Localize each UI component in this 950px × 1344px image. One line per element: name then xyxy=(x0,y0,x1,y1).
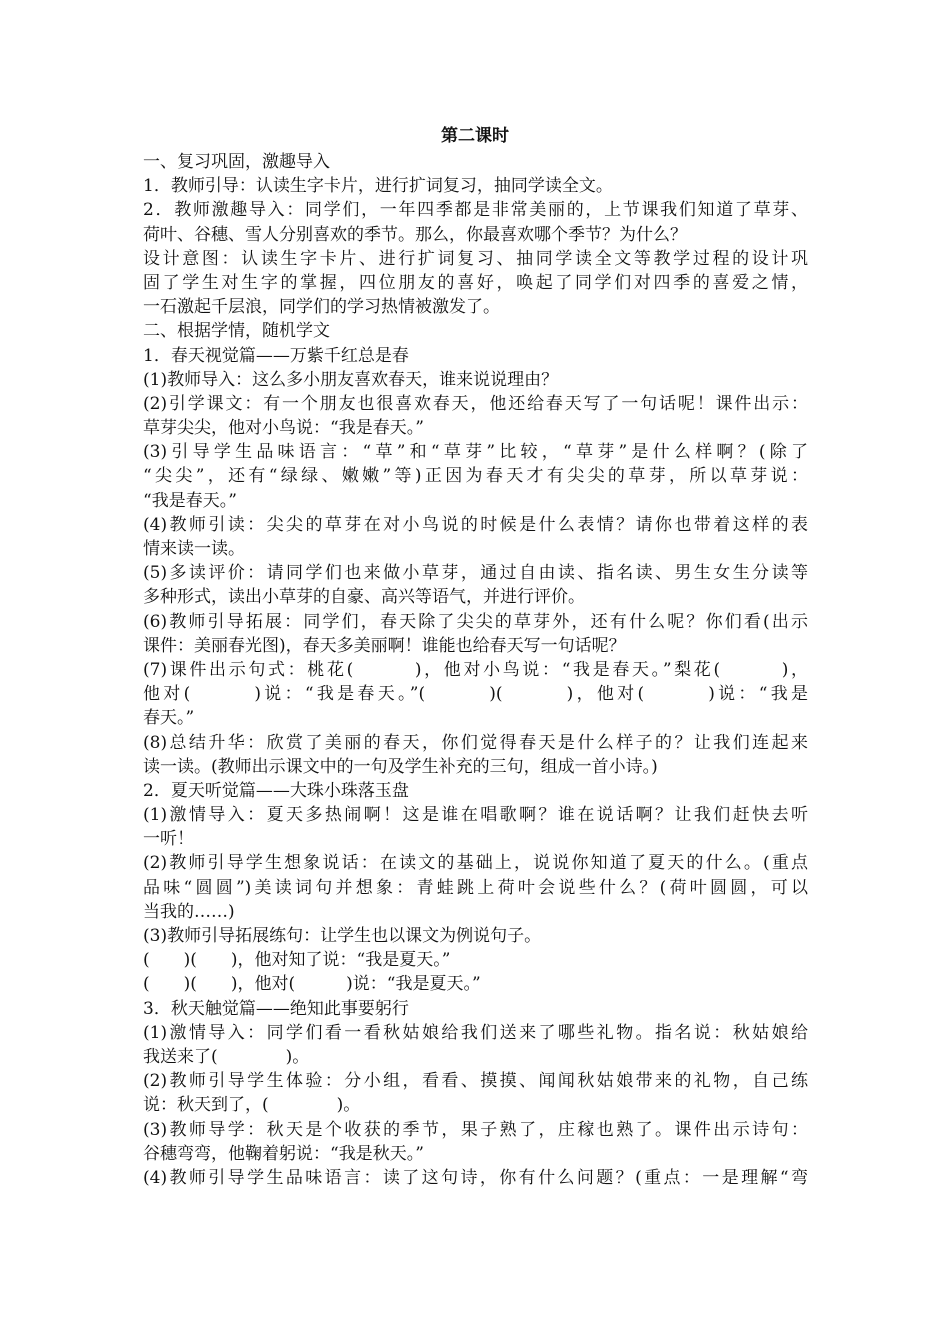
text-line: (3)教师引导拓展练句：让学生也以课文为例说句子。 xyxy=(143,926,542,946)
text-line: 春天。” xyxy=(143,708,195,729)
text-line: 固了学生对生字的掌握，四位朋友的喜好，唤起了同学们对四季的喜爱之情， xyxy=(143,272,808,293)
text-line: 荷叶、谷穗、雪人分别喜欢的季节。那么，你最喜欢哪个季节？为什么？ xyxy=(143,224,687,245)
text-line: (6)教师引导拓展：同学们，春天除了尖尖的草芽外，还有什么呢？你们看(出示 xyxy=(143,611,808,632)
text-line: ( )( )，他对知了说：“我是夏天。” xyxy=(143,950,451,971)
text-line: 1．春天视觉篇——万紫千红总是春 xyxy=(143,345,409,366)
text-line: (4)教师引导学生品味语言：读了这句诗，你有什么问题？(重点：一是理解“弯 xyxy=(143,1167,808,1188)
text-line: 3．秋天触觉篇——绝知此事要躬行 xyxy=(143,998,409,1019)
text-line: “尖尖”，还有“绿绿、嫩嫩”等)正因为春天才有尖尖的草芽，所以草芽说： xyxy=(143,466,808,487)
text-line: (1)教师导入：这么多小朋友喜欢春天，谁来说说理由？ xyxy=(143,369,559,390)
text-line: (2)引学课文：有一个朋友也很喜欢春天，他还给春天写了一句话呢！课件出示： xyxy=(143,393,808,414)
text-line: 我送来了( )。 xyxy=(143,1046,310,1067)
text-line: 草芽尖尖，他对小鸟说：“我是春天。” xyxy=(143,418,424,439)
text-line: 当我的……) xyxy=(143,901,235,922)
text-line: 品味“圆圆”)美读词句并想象：青蛙跳上荷叶会说些什么？(荷叶圆圆，可以 xyxy=(143,877,808,898)
text-line: 设计意图：认读生字卡片、进行扩词复习、抽同学读全文等教学过程的设计巩 xyxy=(143,248,808,269)
lesson-title: 第二课时 xyxy=(441,126,509,146)
text-line: (1)激情导入：同学们看一看秋姑娘给我们送来了哪些礼物。指名说：秋姑娘给 xyxy=(143,1022,808,1043)
text-line: 一石激起千层浪，同学们的学习热情被激发了。 xyxy=(143,297,500,318)
text-line: 情来读一读。 xyxy=(143,539,245,559)
text-line: (1)激情导入：夏天多热闹啊！这是谁在唱歌啊？谁在说话啊？让我们赶快去听 xyxy=(143,805,808,826)
text-line: (4)教师引读：尖尖的草芽在对小鸟说的时候是什么表情？请你也带着这样的表 xyxy=(143,514,808,535)
text-line: “我是春天。” xyxy=(143,490,237,511)
text-line: 谷穗弯弯，他鞠着躬说：“我是秋天。” xyxy=(143,1143,424,1164)
text-line: (7)课件出示句式：桃花( )，他对小鸟说：“我是春天。”梨花( )， xyxy=(143,659,808,680)
text-line: (2)教师引导学生想象说话：在读文的基础上，说说你知道了夏天的什么。(重点 xyxy=(143,853,808,874)
text-line: 读一读。(教师出示课文中的一句及学生补充的三句，组成一首小诗。) xyxy=(143,756,658,777)
text-line: 2．夏天听觉篇——大珠小珠落玉盘 xyxy=(143,780,409,801)
text-line: (2)教师引导学生体验：分小组，看看、摸摸、闻闻秋姑娘带来的礼物，自己练 xyxy=(143,1071,808,1092)
text-line: 课件：美丽春光图)，春天多美丽啊！谁能也给春天写一句话呢？ xyxy=(143,635,626,656)
text-line: (5)多读评价：请同学们也来做小草芽，通过自由读、指名读、男生女生分读等 xyxy=(143,563,808,584)
text-line: 说：秋天到了，( )。 xyxy=(143,1095,361,1116)
text-line: 二、根据学情，随机学文 xyxy=(143,321,330,342)
text-line: 2．教师激趣导入：同学们，一年四季都是非常美丽的，上节课我们知道了草芽、 xyxy=(143,200,808,221)
text-line: (8)总结升华：欣赏了美丽的春天，你们觉得春天是什么样子的？让我们连起来 xyxy=(143,732,808,753)
text-line: 他对( )说：“我是春天。”( )( )，他对( )说：“我是 xyxy=(143,684,808,705)
text-line: (3)教师导学：秋天是个收获的季节，果子熟了，庄稼也熟了。课件出示诗句： xyxy=(143,1119,808,1140)
text-line: ( )( )，他对( )说：“我是夏天。” xyxy=(143,974,481,995)
text-line: 一、复习巩固，激趣导入 xyxy=(143,152,330,172)
text-line: 一听！ xyxy=(143,829,194,850)
text-line: (3)引导学生品味语言：“草”和“草芽”比较，“草芽”是什么样啊？(除了 xyxy=(143,442,808,463)
text-line: 1．教师引导：认读生字卡片，进行扩词复习，抽同学读全文。 xyxy=(143,176,613,197)
lesson-body xyxy=(143,150,808,1190)
text-line: 多种形式，读出小草芽的自豪、高兴等语气，并进行评价。 xyxy=(143,587,585,608)
